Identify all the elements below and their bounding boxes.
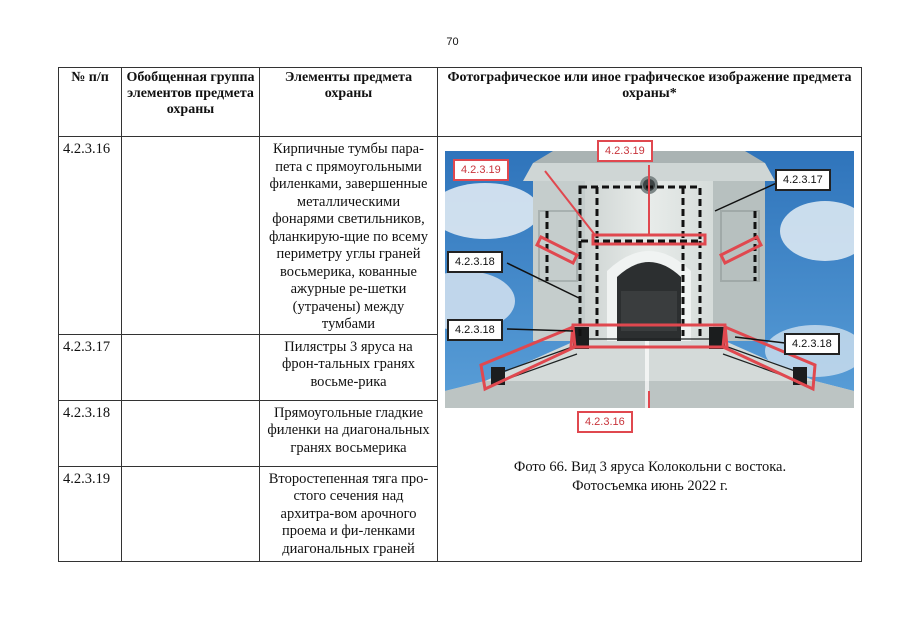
label-4-2-3-18-upper: 4.2.3.18 (447, 251, 503, 273)
row-num: 4.2.3.19 (59, 466, 122, 561)
caption-line-1: Фото 66. Вид 3 яруса Колокольни с востока. (513, 459, 787, 475)
row-element: Кирпичные тумбы пара-пета с прямоугольными филенками, завершенные металлическими фонарями светильников, фланкирую-щие по всему периметру углы граней восьмерика, кованные ажурные ре-шетки (утрачены) между тумбами (260, 137, 438, 335)
label-4-2-3-18-lower: 4.2.3.18 (447, 319, 503, 341)
header-image: Фотографическое или иное графическое изображение предмета охраны* (438, 68, 862, 137)
row-group (122, 137, 260, 335)
row-num: 4.2.3.17 (59, 334, 122, 400)
header-element: Элементы предмета охраны (260, 68, 438, 137)
row-group (122, 466, 260, 561)
photo-caption (438, 458, 862, 496)
label-4-2-3-17: 4.2.3.17 (775, 169, 831, 191)
label-4-2-3-18-right: 4.2.3.18 (784, 333, 840, 355)
image-cell (438, 137, 862, 562)
label-4-2-3-19-top: 4.2.3.19 (597, 140, 653, 162)
label-4-2-3-16: 4.2.3.16 (577, 411, 633, 433)
row-element: Прямоугольные гладкие филенки на диагональных гранях восьмерика (260, 400, 438, 466)
protection-table (58, 67, 862, 562)
row-element: Пилястры 3 яруса на фрон-тальных гранях восьме-рика (260, 334, 438, 400)
table-header-row (59, 68, 862, 137)
label-4-2-3-19-left: 4.2.3.19 (453, 159, 509, 181)
row-group (122, 400, 260, 466)
header-num: № п/п (59, 68, 122, 137)
caption-line-2: Фотосъемка июнь 2022 г. (572, 478, 728, 494)
row-element: Второстепенная тяга про-стого сечения над архитра-вом арочного проема и фи-ленками диагональных граней (260, 466, 438, 561)
row-num: 4.2.3.16 (59, 137, 122, 335)
page-number: 70 (446, 36, 459, 48)
header-group: Обобщенная группа элементов предмета охраны (122, 68, 260, 137)
bell-tower-photo (445, 145, 854, 428)
row-num: 4.2.3.18 (59, 400, 122, 466)
table-row (59, 137, 862, 335)
row-group (122, 334, 260, 400)
